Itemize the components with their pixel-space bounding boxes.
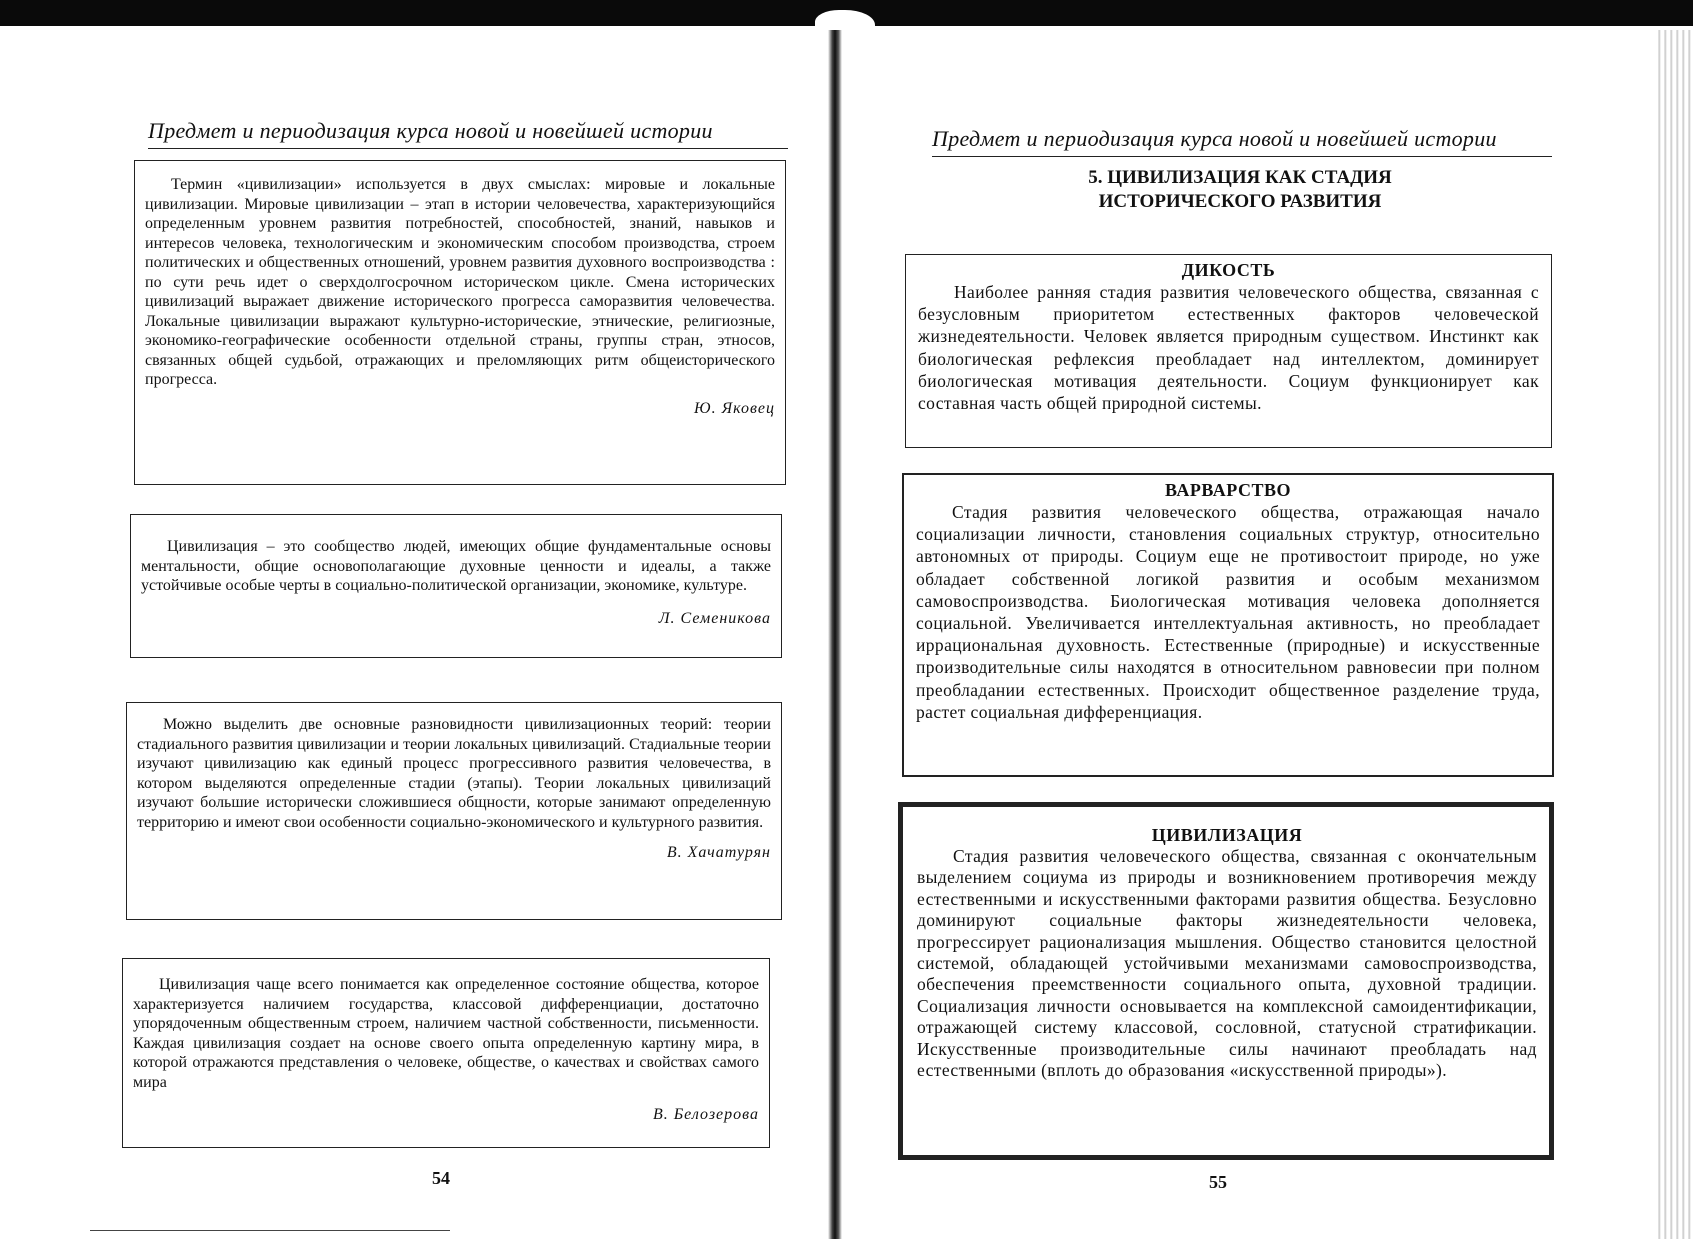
scan-top-border [0, 0, 1693, 26]
quote-author: В. Хачатурян [666, 844, 771, 861]
stage-text: Стадия развития человеческого общества, отражающая начало социализации личности, становления социальных структур, относительно автономных от природы. Социум еще не противостоит природе, но уже обладает собственной логикой развития и особым механизмом самовоспроизводства. Биологическая мотивация человека дополняется социальной. Увеличивается интеллектуальная активность, но преобладает иррациональная духовность. Естественные (природные) и искусственные производительные силы находятся в относительном равновесии при полном преобладании естественных. Происходит общественное разделение труда, растет социальная дифференциация. [916, 502, 1540, 722]
quote-text: Цивилизация – это сообщество людей, имеющих общие фундаментальные основы ментальности, общие основополагающие духовные ценности и идеалы, а также устойчивые особые черты в социально-политической организации, экономике, культуре. [141, 538, 771, 594]
stage-text: Стадия развития человеческого общества, связанная с окончательным выделением социума из природы и возникновением противоречия между естественными и искусственными факторами развития общества. Безусловно доминируют социальные факторы жизнедеятельности человека, прогрессирует рационализация мышления. Общество становится целостной системой, обладающей устойчивыми механизмами самовоспроизводства, обеспечения преемственности социального опыта, духовной традиции. Социализация личности основывается на комплексной самоидентификации, отражающей систему классовой, сословной, статусной стратификации. Искусственные производительные силы начинают преобладать над естественными (вплоть до образования «искусственной природы»). [917, 846, 1537, 1081]
quote-box-yakovets [134, 160, 786, 485]
quote-author: Л. Семеникова [658, 609, 771, 627]
stage-box-savagery [905, 254, 1552, 448]
quote-box-semenikova [130, 514, 782, 658]
quote-author: В. Белозерова [652, 1106, 759, 1123]
page-bottom-line [90, 1230, 450, 1231]
stage-box-barbarism [902, 473, 1554, 777]
stage-text: Наиболее ранняя стадия развития человеческого общества, связанная с безусловным приоритетом естественных факторов человеческой жизнедеятельности. Человек является природным существом. Инстинкт как биологическая рефлексия преобладает над интеллектом, доминирует биологическая мотивация деятельности. Социум функционирует как составная часть общей природной системы. [918, 282, 1539, 414]
right-page-header: Предмет и периодизация курса новой и новейшей истории [932, 126, 1552, 157]
stage-title: ЦИВИЛИЗАЦИЯ [1151, 825, 1303, 845]
quote-box-khachaturyan [126, 702, 782, 920]
quote-text: Термин «цивилизации» используется в двух смыслах: мировые и локальные цивилизации. Мировые цивилизации – этап в истории человечества, характеризующийся определенным уровнем развития потребностей, способностей, знаний, навыков и интересов человека, технологическим и экономическим способом производства, строем политических и общественных отношений, уровнем развития духовного воспроизводства : по сути речь идет о сверхдолгосрочном историческом цикле. Смена исторических цивилизаций выражает движение исторического прогресса саморазвития человечества. Локальные цивилизации выражают культурно-исторические, этнические, религиозные, экономико-географические особенности отдельной страны, группы стран, этносов, связанных общей судьбой, отражающих и преломляющих ритм общеисторического прогресса. [145, 176, 775, 388]
page-number: 55 [1209, 1172, 1227, 1192]
quote-box-belozerova [122, 958, 770, 1148]
quote-text: Цивилизация чаще всего понимается как определенное состояние общества, которое характеризуется наличием государства, классовой дифференциации, достаточно упорядоченным общественным строем, наличием частной собственности, письменности. Каждая цивилизация создает на основе своего опыта определенную картину мира, в которой отражаются представления о человеке, обществе, о качествах и свойствах самого мира [133, 976, 759, 1091]
left-page-header: Предмет и периодизация курса новой и новейшей истории [148, 118, 788, 149]
stage-box-civilization [898, 802, 1554, 1160]
book-spine [828, 30, 842, 1239]
page-number: 54 [432, 1168, 450, 1188]
stage-title: ВАРВАРСТВО [1165, 480, 1291, 500]
stage-title: ДИКОСТЬ [1181, 260, 1276, 280]
section-title [1000, 166, 1480, 214]
quote-author: Ю. Яковец [694, 399, 775, 417]
page-edge [1655, 30, 1693, 1239]
quote-text: Можно выделить две основные разновидности цивилизационных теорий: теории стадиального развития цивилизации и теории локальных цивилизаций. Стадиальные теории изучают цивилизацию как единый процесс прогрессивного развития человечества, в котором выделяются определенные стадии (этапы). Теории локальных цивилизаций изучают большие исторически сложившиеся общности, которые занимают определенную территорию и имеют свои особенности социально-экономического и культурного развития. [137, 716, 771, 831]
section-title-line: ИСТОРИЧЕСКОГО РАЗВИТИЯ [1098, 191, 1382, 212]
section-title-line: 5. ЦИВИЛИЗАЦИЯ КАК СТАДИЯ [1088, 167, 1392, 188]
